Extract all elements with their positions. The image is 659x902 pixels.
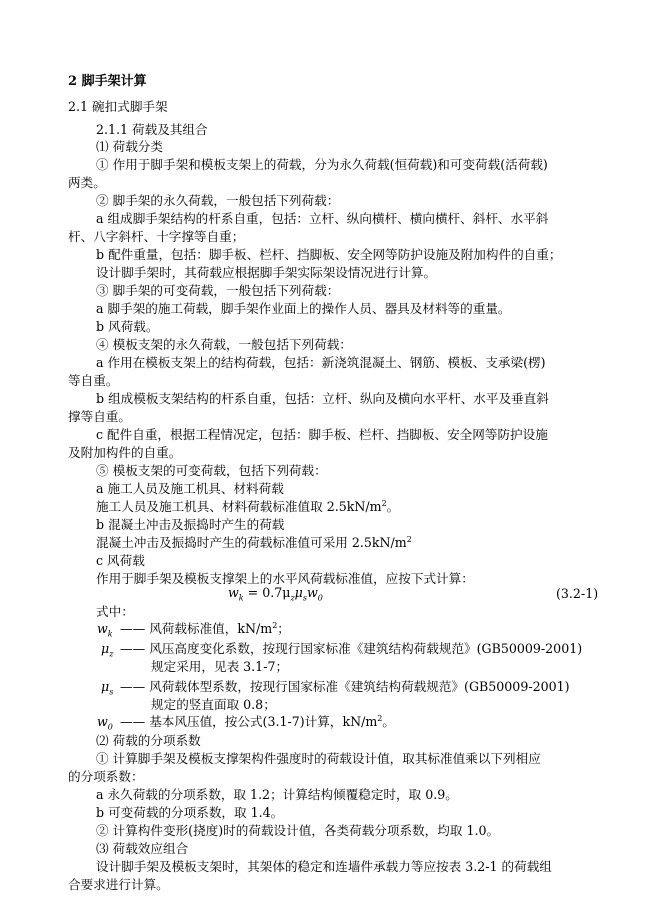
text-line: 的分项系数： (68, 769, 144, 784)
text-line: ② 脚手架的永久荷载，一般包括下列荷载： (96, 193, 340, 208)
formula-subscript: 0 (317, 593, 323, 603)
text-line: ① 作用于脚手架和模板支架上的荷载，分为永久荷载(恒荷载)和可变荷载(活荷载) (96, 157, 548, 172)
text-line: a 施工人员及施工机具、材料荷载 (96, 481, 284, 496)
chapter-heading: 2 脚手架计算 (68, 74, 147, 89)
text-line: b 可变荷载的分项系数，取 1.4。 (96, 805, 284, 820)
definition-symbol (97, 714, 113, 732)
superscript: 2 (272, 620, 278, 630)
text-line: c 风荷载 (96, 553, 145, 568)
formula-subscript: k (238, 593, 244, 603)
line-text: —— 基本风压值，按公式(3.1-7)计算，kN/m (120, 714, 378, 729)
text-line: a 脚手架的施工荷载，脚手架作业面上的操作人员、器具及材料等的重量。 (96, 301, 511, 316)
text-line: a 永久荷载的分项系数，取 1.2；计算结构倾覆稳定时，取 0.9。 (96, 787, 458, 802)
text-line: a 作用在模板支架上的结构荷载，包括：新浇筑混凝土、钢筋、模板、支承梁(楞) (96, 355, 546, 370)
text-line: a 组成脚手架结构的杆系自重，包括：立杆、纵向横杆、横向横杆、斜杆、水平斜 (96, 211, 549, 226)
line-text: ； (277, 621, 290, 636)
subscript: z (109, 649, 114, 659)
text-line: b 配件重量，包括：脚手板、栏杆、挡脚板、安全网等防护设施及附加构件的自重； (96, 247, 562, 262)
line-text: —— 风荷载标准值，kN/m (120, 621, 273, 636)
text-line: ⑶ 荷载效应组合 (96, 841, 189, 856)
definition-text: 规定采用，见表 3.1-7； (151, 659, 289, 674)
formula-text: = 0.7μ (247, 585, 291, 600)
symbol: μ (101, 679, 110, 694)
superscript: 2 (377, 713, 383, 723)
formula-subscript: z (290, 593, 295, 603)
formula-symbol: w (228, 585, 239, 600)
line-text: 混凝土冲击及振捣时产生的荷载标准值可采用 2.5kN/m (96, 535, 407, 550)
text-line: ⑤ 模板支架的可变荷载，包括下列荷载： (96, 463, 327, 478)
superscript: 2 (406, 534, 412, 544)
text-line: b 混凝土冲击及振捣时产生的荷载 (96, 517, 285, 532)
definition-symbol (101, 641, 113, 659)
text-line: 杆、八字斜杆、十字撑等自重； (68, 229, 245, 244)
text-line: ④ 模板支架的永久荷载，一般包括下列荷载： (96, 337, 352, 352)
text-line: ② 计算构件变形(挠度)时的荷载设计值，各类荷载分项系数，均取 1.0。 (96, 823, 500, 838)
formula-symbol: μ (294, 585, 303, 600)
text-line: 两类。 (68, 175, 106, 190)
text-line (96, 498, 399, 516)
text-line: ⑴ 荷载分类 (96, 139, 163, 154)
symbol: w (97, 714, 108, 729)
text-line (96, 534, 412, 552)
subscript: s (109, 687, 114, 697)
text-line: 设计脚手架及模板支架时，其架体的稳定和连墙件承载力等应按表 3.2-1 的荷载组 (96, 859, 552, 874)
definition-text (120, 620, 290, 638)
subscript: 0 (107, 722, 113, 732)
subsection-heading: 2.1.1 荷载及其组合 (96, 122, 208, 137)
formula-subscript: s (302, 593, 307, 603)
definition-text (120, 713, 395, 731)
definition-symbol (101, 679, 113, 697)
formula-symbol: w (306, 585, 318, 600)
symbol: μ (101, 641, 110, 656)
line-text: 施工人员及施工机具、材料荷载标准值取 2.5kN/m (96, 499, 382, 514)
section-heading: 2.1 碗扣式脚手架 (68, 99, 168, 114)
text-line: 设计脚手架时，其荷载应根据脚手架实际架设情况进行计算。 (96, 265, 437, 280)
formula (228, 585, 323, 603)
text-line: 式中： (96, 604, 134, 619)
superscript: 2 (381, 498, 387, 508)
symbol: w (97, 621, 108, 636)
text-line: b 风荷载。 (96, 319, 159, 334)
text-line: 等自重。 (68, 373, 119, 388)
line-text: 。 (386, 499, 400, 514)
text-line: ① 计算脚手架及模板支撑架构件强度时的荷载设计值，取其标准值乘以下列相应 (96, 751, 541, 766)
definition-text: —— 风压高度变化系数，按现行国家标准《建筑结构荷载规范》(GB50009-2001) (120, 641, 583, 656)
equation-number: (3.2-1) (556, 586, 599, 601)
text-line: b 组成模板支架结构的杆系自重，包括：立杆、纵向及横向水平杆、水平及垂直斜 (96, 391, 549, 406)
text-line: 合要求进行计算。 (68, 877, 169, 892)
text-line: 及附加构件的自重。 (68, 445, 182, 460)
text-line: 作用于脚手架及模板支撑架上的水平风荷载标准值，应按下式计算： (96, 571, 474, 586)
text-line: c 配件自重，根据工程情况定，包括：脚手板、栏杆、挡脚板、安全网等防护设施 (96, 427, 548, 442)
text-line: ⑵ 荷载的分项系数 (96, 733, 201, 748)
subscript: k (107, 629, 113, 639)
definition-symbol (97, 621, 113, 639)
text-line: ③ 脚手架的可变荷载，一般包括下列荷载： (96, 283, 340, 298)
line-text: 。 (382, 714, 395, 729)
definition-text: —— 风荷载体型系数，按现行国家标准《建筑结构荷载规范》(GB50009-2001) (120, 679, 570, 694)
text-line: 撑等自重。 (68, 409, 131, 424)
definition-text: 规定的竖直面取 0.8； (151, 697, 276, 712)
